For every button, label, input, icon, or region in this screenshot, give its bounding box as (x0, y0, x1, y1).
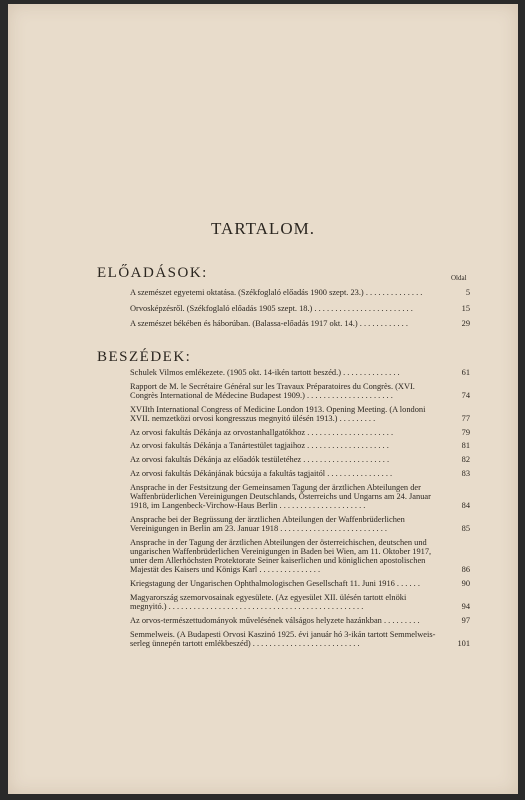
toc-entry (130, 630, 470, 648)
toc-entry-page: 94 (461, 602, 470, 612)
toc-list-eloadasok (130, 288, 470, 335)
toc-entry (130, 469, 470, 478)
toc-entry (130, 441, 470, 450)
toc-entry-title: Kriegstagung der Ungarischen Ophthalmologischen Gesellschaft 11. Juni 1916 . . . . . . (130, 579, 420, 589)
toc-entry-title: Az orvosi fakultás Dékánjának búcsúja a fakultás tagjaitól . . . . . . . . . . . . . . . . (130, 468, 393, 478)
toc-entry-title: Ansprache in der Tagung der ärztlichen Abteilungen der österreichischen, deutschen und ungarischen Waffenbrüderlichen Vereinigungen in Baden bei Wien, am 11. Oktober 1917, unter dem Allerhöchsten Protektorate Seiner kaiserlichen und königlichen apostolischen Majestät des Kaisers und Königs Karl . . . . . . . . . . . . . . . (130, 537, 432, 575)
toc-entry (130, 288, 470, 297)
section-heading-eloadasok: ELŐADÁSOK: (97, 265, 208, 281)
toc-entry-title: XVIIth International Congress of Medicine London 1913. Opening Meeting. (A londoni XVII. nemzetközi orvosi kongresszus megnyitó ülésén 1913.) . . . . . . . . . (130, 404, 426, 423)
toc-list-beszedek (130, 368, 470, 653)
toc-entry-title: Az orvos-természettudományok művelésének válságos helyzete hazánkban . . . . . . . . . (130, 615, 420, 625)
document-page (8, 4, 518, 794)
toc-entry-page: 79 (461, 427, 470, 437)
toc-entry-title: Az orvosi fakultás Dékánja a Tanártestület tagjaihoz . . . . . . . . . . . . . . . . . . . . (130, 441, 389, 451)
toc-entry-page: 86 (461, 565, 470, 575)
toc-entry-page: 90 (461, 579, 470, 589)
toc-entry-page: 74 (461, 390, 470, 400)
toc-entry-title: Semmelweis. (A Budapesti Orvosi Kaszinó 1925. évi január hó 3-ikán tartott Semmelweis-serleg ünnepén tartott emlékbeszéd) . . . . . . . . . . . . . . . . . . . . . . . . . . (130, 629, 436, 648)
toc-entry (130, 483, 470, 511)
toc-entry (130, 515, 470, 533)
toc-entry-page: 101 (457, 638, 470, 648)
toc-entry (130, 382, 470, 400)
toc-entry (130, 428, 470, 437)
toc-entry-title: A szemészet békében és háborúban. (Balassa-előadás 1917 okt. 14.) . . . . . . . . . . . . (130, 319, 408, 329)
toc-entry-page: 85 (461, 524, 470, 534)
toc-entry-title: Schulek Vilmos emlékezete. (1905 okt. 14-ikén tartott beszéd.) . . . . . . . . . . . . . . (130, 368, 400, 377)
toc-entry-page: 61 (461, 368, 470, 377)
toc-entry (130, 304, 470, 313)
page-column-label: Oldal (451, 274, 467, 282)
toc-entry-page: 83 (461, 468, 470, 478)
toc-entry-title: Ansprache bei der Begrüssung der ärztlichen Abteilungen der Waffenbrüderlichen Vereinigungen in Berlin am 23. Januar 1918 . . . . . . . . . . . . . . . . . . . . . . . . . . (130, 514, 405, 534)
toc-entry-page: 97 (461, 615, 470, 625)
toc-entry-title: Orvosképzésről. (Székfoglaló előadás 1905 szept. 18.) . . . . . . . . . . . . . . . . . . . . . . . . (130, 303, 413, 313)
toc-entry (130, 405, 470, 423)
toc-entry (130, 368, 470, 377)
toc-entry-title: Ansprache in der Festsitzung der Gemeinsamen Tagung der ärztlichen Abteilungen der Waffenbrüderlichen Vereinigungen Deutschlands, Österreichs und Ungarns am 24. Januar 1918, im Langenbeck-Virchow-Haus Berlin . . . . . . . . . . . . . . . . . . . . . (130, 482, 431, 511)
toc-entry-title: A szemészet egyetemi oktatása. (Székfoglaló előadás 1900 szept. 23.) . . . . . . . . . . . . . . (130, 288, 423, 297)
toc-entry-page: 84 (461, 501, 470, 511)
toc-entry-page: 29 (461, 319, 470, 329)
toc-entry (130, 538, 470, 575)
toc-entry-page: 77 (461, 413, 470, 423)
toc-entry-title: Rapport de M. le Secrétaire Général sur les Travaux Préparatoires du Congrès. (XVI. Congrès International de Médecine Budapest 1909.) . . . . . . . . . . . . . . . . . . . . . (130, 381, 415, 400)
toc-entry (130, 319, 470, 328)
toc-entry (130, 579, 470, 588)
toc-entry-page: 15 (461, 303, 470, 313)
toc-entry-title: Az orvosi fakultás Dékánja az előadók testületéhez . . . . . . . . . . . . . . . . . . . . . (130, 455, 390, 465)
page-title: TARTALOM. (211, 219, 315, 238)
toc-entry-page: 81 (461, 441, 470, 451)
toc-entry-title: Magyarország szemorvosainak egyesülete. (Az egyesület XII. ülésén tartott elnöki megnyitó.) . . . . . . . . . . . . . . . . . . . . . . . . . . . . . . . . . . . . . . . . . . . . . . . (130, 592, 407, 612)
toc-entry-title: Az orvosi fakultás Dékánja az orvostanhallgatókhoz . . . . . . . . . . . . . . . . . . . . . (130, 427, 394, 437)
toc-entry (130, 616, 470, 625)
toc-entry-page: 82 (461, 455, 470, 465)
toc-entry-page: 5 (465, 288, 470, 297)
toc-entry (130, 455, 470, 464)
section-heading-beszedek: BESZÉDEK: (97, 349, 192, 365)
toc-entry (130, 593, 470, 611)
